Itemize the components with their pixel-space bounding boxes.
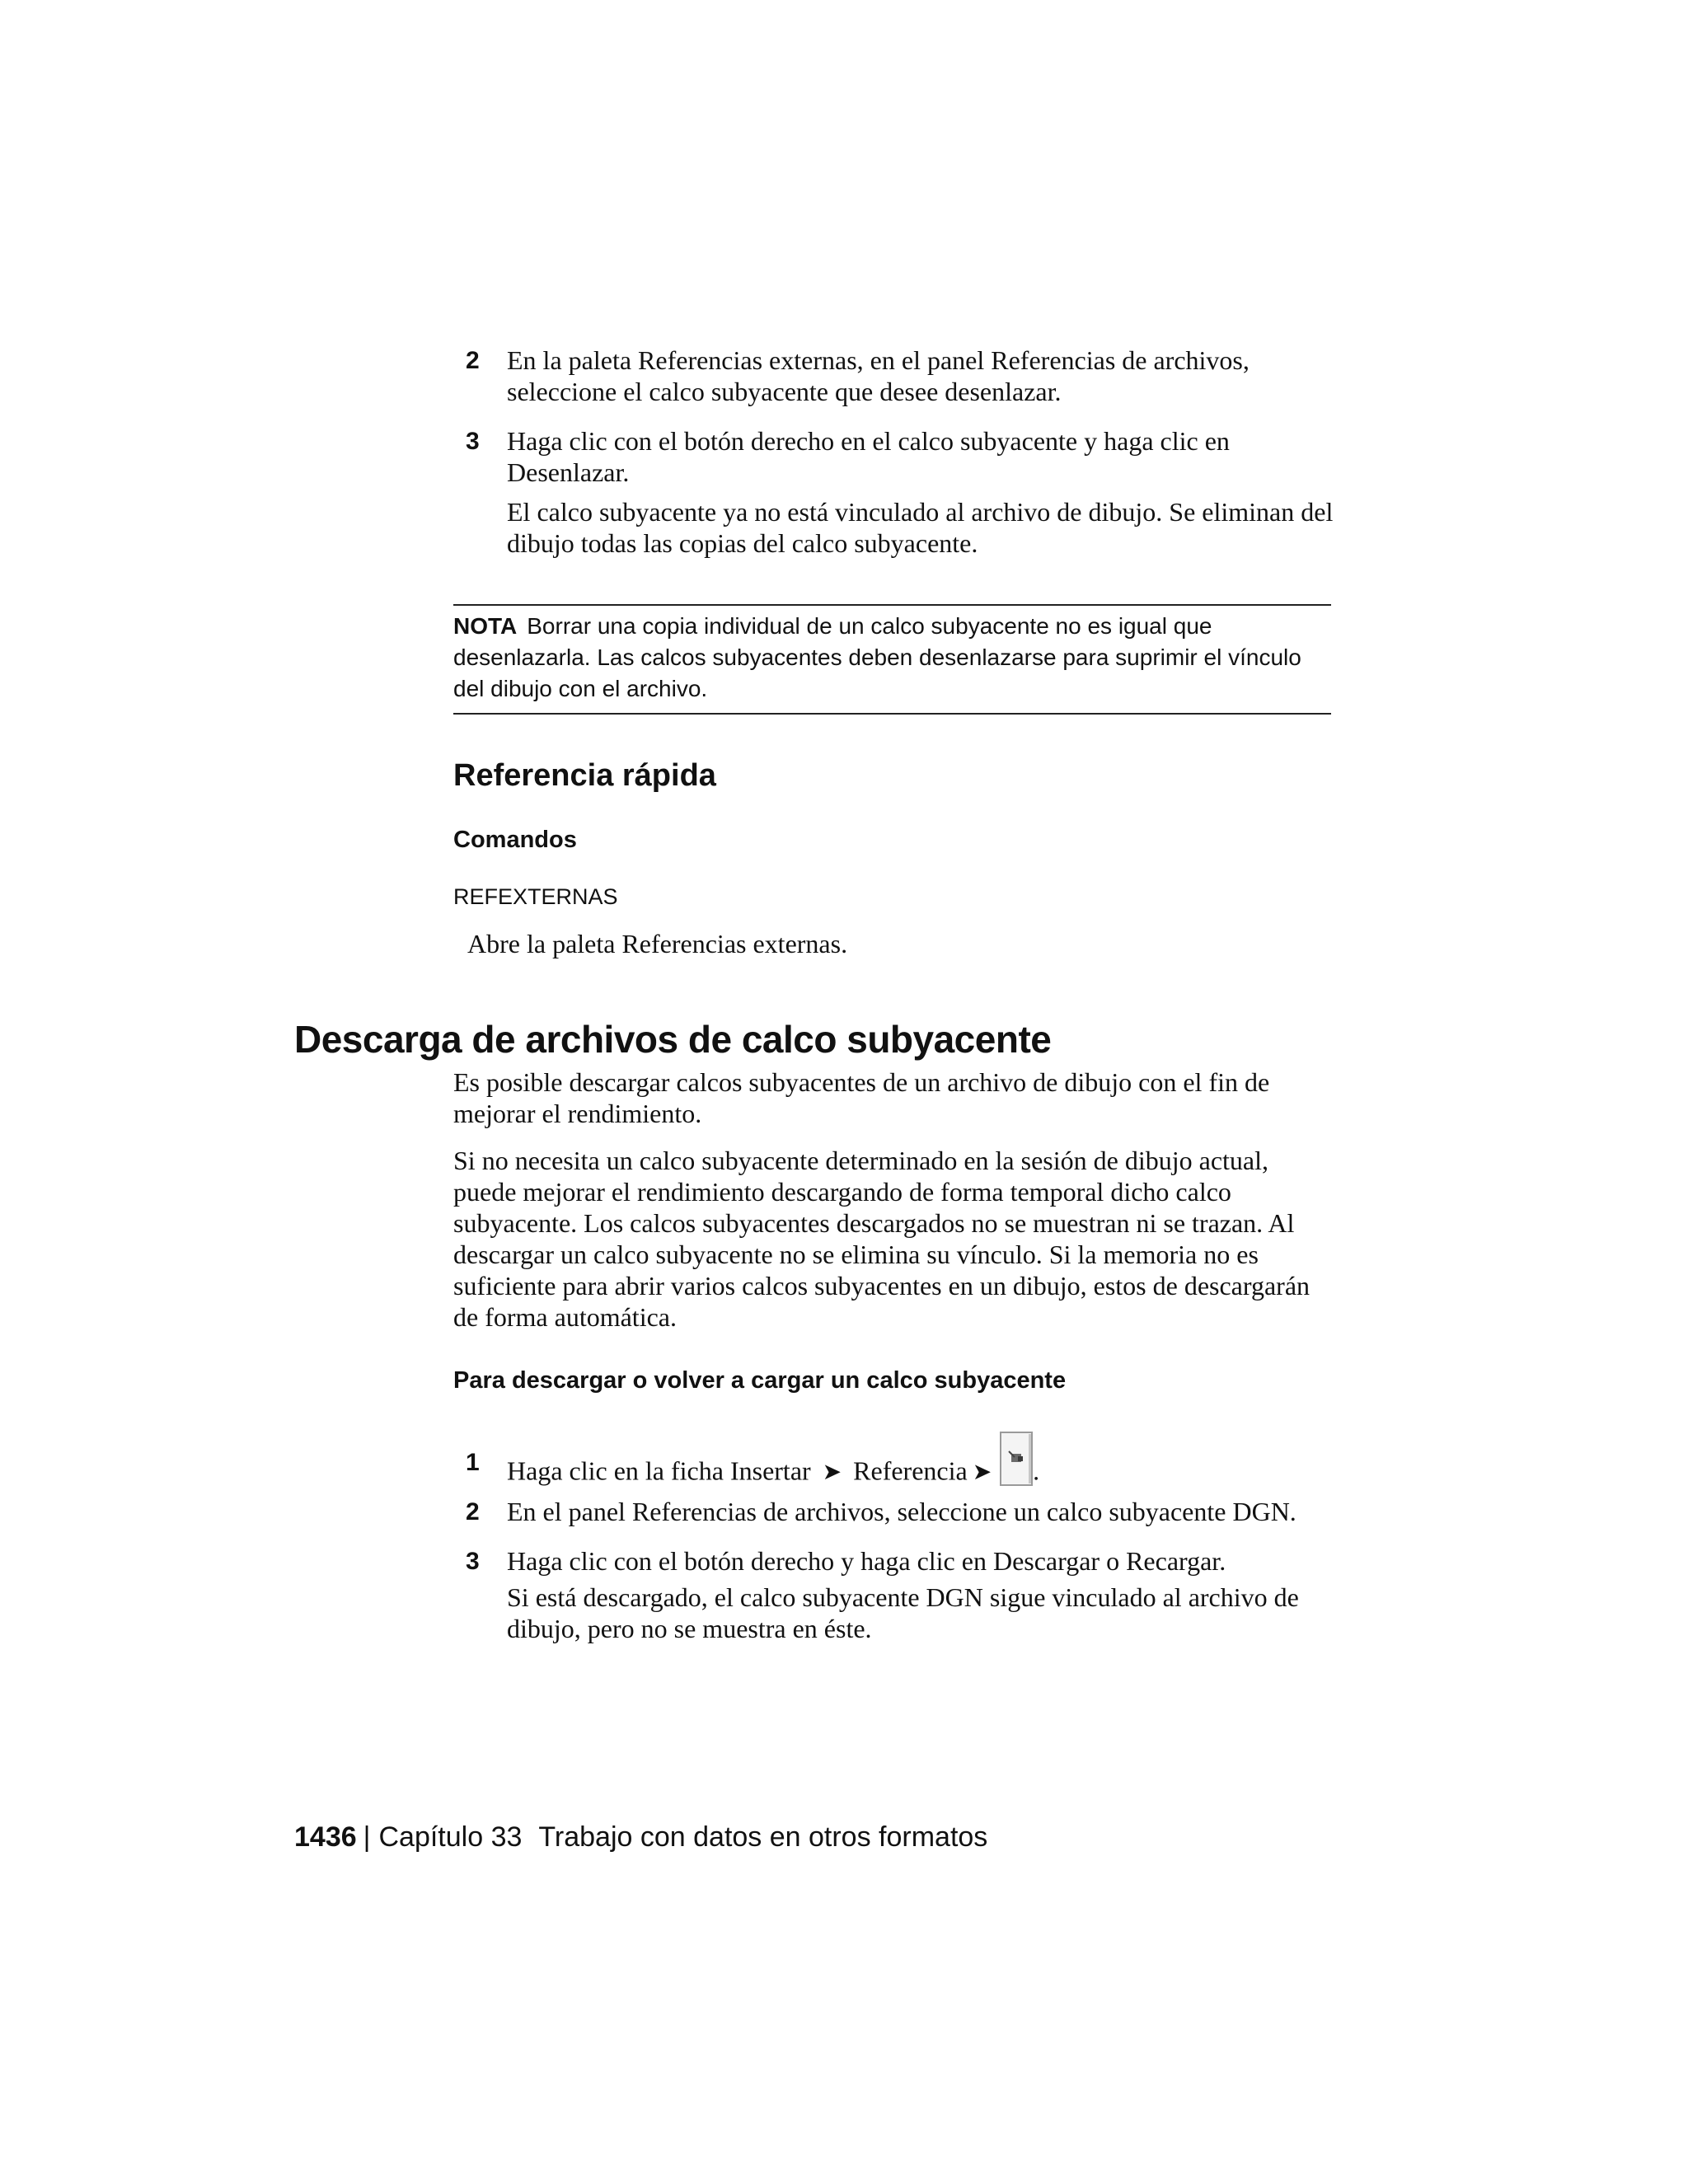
chapter-label: Capítulo 33 — [378, 1821, 523, 1853]
step-number: 3 — [466, 1548, 480, 1575]
step-2-bottom — [466, 1496, 1339, 1527]
menu-arrow-icon: ➤ — [972, 1458, 992, 1486]
section-heading: Descarga de archivos de calco subyacente — [294, 1018, 1052, 1061]
step-text: En la paleta Referencias externas, en el panel Referencias de archivos, seleccione el calco subyacente que desee desenlazar. — [507, 345, 1250, 406]
command-description: Abre la paleta Referencias externas. — [467, 929, 848, 958]
step-text-part-b: Referencia — [853, 1455, 968, 1486]
section-paragraph-1: Es posible descargar calcos subyacentes de un archivo de dibujo con el fin de mejorar el rendimiento. — [453, 1067, 1270, 1128]
step-result-text: El calco subyacente ya no está vinculado al archivo de dibujo. Se eliminan del dibujo todas las copias del calco subyacente. — [507, 497, 1334, 558]
page-footer — [294, 1819, 987, 1855]
commands-subheading: Comandos — [453, 827, 577, 853]
reference-panel-launcher-icon — [1000, 1432, 1033, 1486]
step-3-bottom — [466, 1545, 1339, 1644]
step-3-top — [466, 425, 1339, 559]
step-text: En el panel Referencias de archivos, seleccione un calco subyacente DGN. — [507, 1497, 1296, 1526]
note-text: Borrar una copia individual de un calco subyacente no es igual que desenlazarla. Las calcos subyacentes deben desenlazarse para suprimir el vínculo del dibujo con el archivo. — [453, 613, 1301, 701]
step-text: Haga clic con el botón derecho y haga clic en Descargar o Recargar. — [507, 1546, 1226, 1576]
step-number: 2 — [466, 1498, 480, 1526]
step-text — [507, 1446, 1339, 1501]
step-text-part-a: Haga clic en la ficha Insertar — [507, 1455, 811, 1486]
page-number: 1436 — [294, 1821, 357, 1853]
step-2-top — [466, 344, 1339, 407]
note-label: NOTA — [453, 613, 518, 639]
procedure-heading: Para descargar o volver a cargar un calco subyacente — [453, 1367, 1067, 1394]
step-result-text: Si está descargado, el calco subyacente DGN sigue vinculado al archivo de dibujo, pero no se muestra en éste. — [507, 1582, 1299, 1643]
quick-reference-heading: Referencia rápida — [453, 758, 716, 793]
step-number: 3 — [466, 428, 480, 455]
menu-arrow-icon: ➤ — [822, 1458, 842, 1486]
step-number: 1 — [466, 1449, 480, 1476]
step-text: Haga clic con el botón derecho en el calco subyacente y haga clic en Desenlazar. — [507, 426, 1230, 487]
footer-separator: | — [363, 1821, 371, 1853]
section-paragraph-2: Si no necesita un calco subyacente determinado en la sesión de dibujo actual, puede mejorar el rendimiento descargando de forma temporal dicho calco subyacente. Los calcos subyacentes descargados no se muestran ni se trazan. Al descargar un calco subyacente no se elimina su vínculo. Si la memoria no es suficiente para abrir varios calcos subyacentes en un dibujo, estos de descargarán de forma automática. — [453, 1146, 1311, 1332]
step-text-end: . — [1033, 1455, 1040, 1486]
step-1-bottom — [466, 1446, 1339, 1501]
note-box — [453, 604, 1331, 715]
chapter-title: Trabajo con datos en otros formatos — [538, 1821, 988, 1853]
step-number: 2 — [466, 347, 480, 374]
command-name: REFEXTERNAS — [453, 884, 618, 909]
